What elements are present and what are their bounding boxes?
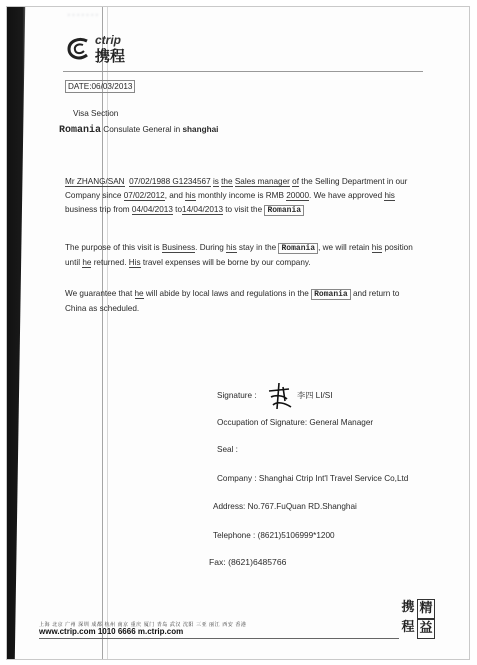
header-divider xyxy=(63,71,423,72)
word-his-4: his xyxy=(371,243,383,252)
trip-text: business trip from xyxy=(65,205,130,214)
company-fax: Fax: (8621)6485766 xyxy=(209,557,287,567)
trip-start-date: 04/04/2013 xyxy=(131,205,173,214)
ctrip-logo xyxy=(65,33,155,67)
ctrip-stamp-logo xyxy=(399,599,435,635)
word-is: is xyxy=(212,177,219,186)
logo-brand-text: ctrip xyxy=(95,33,122,47)
approved-text: . We have approved xyxy=(309,191,383,200)
letter-page xyxy=(6,6,470,660)
word-to: to xyxy=(175,205,183,214)
word-his: his xyxy=(185,191,196,200)
consulate-line xyxy=(59,124,218,136)
guarantee-country: Romania xyxy=(311,289,351,300)
word-his-2: his xyxy=(384,191,395,200)
word-he: he xyxy=(82,258,92,267)
word-his-5: His xyxy=(128,258,141,267)
retain-text: , we will retain xyxy=(318,243,370,252)
company-address: Address: No.767.FuQuan RD.Shanghai xyxy=(213,502,357,511)
paragraph-employment xyxy=(65,175,425,218)
fold-line xyxy=(102,7,103,659)
abide-text: will abide by local laws and regulations in the xyxy=(145,289,309,298)
scan-edge-shadow xyxy=(7,7,33,659)
paragraph-purpose xyxy=(65,241,425,270)
employment-start-date: 07/02/2012 xyxy=(123,191,165,200)
stamp-char-1: 携 xyxy=(401,600,415,615)
visa-section: Visa Section xyxy=(73,109,119,118)
stamp-char-2: 精 xyxy=(417,599,435,619)
word-the-2: the xyxy=(301,177,313,186)
return-text: and return to xyxy=(353,289,400,298)
footer-contact-line: www.ctrip.com 1010 6666 m.ctrip.com xyxy=(39,627,184,636)
stamp-char-3: 程 xyxy=(401,620,415,635)
word-of: of xyxy=(292,177,300,186)
stay-text: stay in the xyxy=(238,243,277,252)
returned-text: returned. xyxy=(93,258,127,267)
company-name: Company : Shanghai Ctrip Int'l Travel Service Co,Ltd xyxy=(217,474,409,483)
trip-end-date: 14/04/2013 xyxy=(182,205,223,214)
consulate-country: Romania xyxy=(59,125,102,136)
stamp-char-4: 益 xyxy=(417,619,435,639)
purpose-text: The purpose of this visit is xyxy=(65,243,160,252)
visit-purpose: Business xyxy=(161,243,196,252)
expenses-text: travel expenses will be borne by our company. xyxy=(142,258,311,267)
visit-text: to visit the xyxy=(225,205,263,214)
footer-city-list: 上海 北京 广州 深圳 成都 杭州 南京 重庆 厦门 青岛 武汉 沈阳 三亚 丽江 西安 香港 xyxy=(39,622,247,628)
consulate-text: Consulate General in xyxy=(103,125,181,134)
stay-country: Romania xyxy=(278,243,318,254)
guarantee-text: We guarantee that xyxy=(65,289,133,298)
handwritten-signature xyxy=(265,381,295,413)
signature-label: Signature : xyxy=(217,391,257,400)
letter-date: DATE:06/03/2013 xyxy=(65,80,135,93)
company-since-text: Company since xyxy=(65,191,122,200)
signature-name: 李四 LI/SI xyxy=(297,391,333,400)
applicant-dob-passport: 07/02/1988 G1234567 xyxy=(129,177,211,186)
income-text: monthly income is RMB xyxy=(197,191,284,200)
ctrip-swirl-icon xyxy=(65,35,93,63)
scheduled-text: China as scheduled. xyxy=(65,304,140,313)
fold-line-secondary xyxy=(107,7,108,659)
word-he-2: he xyxy=(134,289,144,298)
footer-divider xyxy=(39,638,399,639)
logo-chinese-text: 携程 xyxy=(95,47,126,65)
applicant-name: Mr ZHANG/SAN xyxy=(65,177,125,186)
monthly-income: 20000 xyxy=(286,191,310,200)
during-text: . During xyxy=(195,243,224,252)
applicant-department: Selling Department in our xyxy=(314,177,408,186)
seal-label: Seal : xyxy=(217,445,238,454)
word-and: , and xyxy=(164,191,183,200)
consulate-city: shanghai xyxy=(182,125,219,134)
position-text: position until xyxy=(65,243,413,267)
top-blurred-text: ······· xyxy=(67,9,100,21)
applicant-title: Sales manager xyxy=(234,177,290,186)
word-the: the xyxy=(221,177,233,186)
visit-country: Romania xyxy=(264,205,304,216)
company-telephone: Telephone : (8621)5106999*1200 xyxy=(213,531,335,540)
signatory-occupation: Occupation of Signature: General Manager xyxy=(217,418,374,427)
paragraph-guarantee xyxy=(65,287,425,316)
word-his-3: his xyxy=(226,243,237,252)
